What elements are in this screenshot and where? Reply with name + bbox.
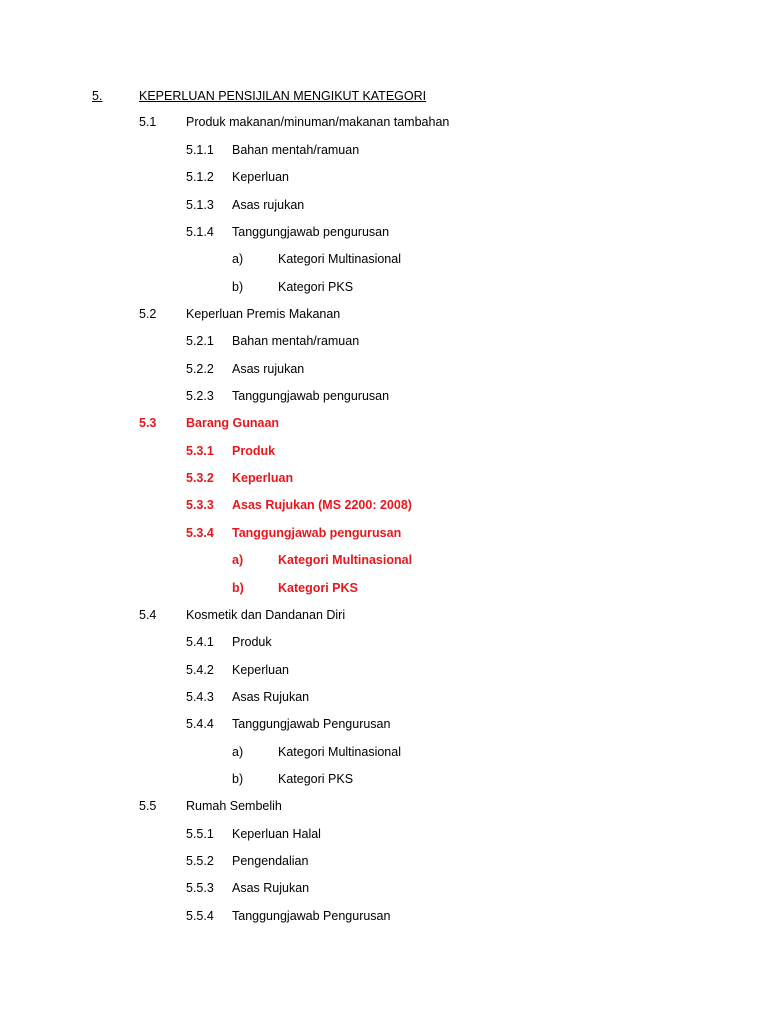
- outline-item-text: Asas rujukan: [232, 362, 305, 376]
- outline-item-text: Keperluan: [232, 170, 289, 184]
- outline-item-number: 5.4.3: [186, 690, 214, 704]
- outline-item-number: 5.1: [139, 115, 157, 129]
- outline-item-number: 5.1.4: [186, 225, 214, 239]
- outline-item-number: 5.5: [139, 799, 157, 813]
- outline-item-text: Tanggungjawab Pengurusan: [232, 717, 391, 731]
- outline-item-text: Kosmetik dan Dandanan Diri: [186, 608, 346, 622]
- outline-item-number: 5.2.3: [186, 389, 214, 403]
- outline-item-number: 5.2: [139, 307, 157, 321]
- outline-item-text: Produk: [232, 444, 276, 458]
- outline-item-text: Produk: [232, 635, 272, 649]
- outline-item-number: 5.2.1: [186, 334, 214, 348]
- outline-item-number: 5.5.2: [186, 854, 214, 868]
- outline-item-text: Asas Rujukan (MS 2200: 2008): [232, 498, 412, 512]
- outline-item-text: Kategori Multinasional: [278, 745, 401, 759]
- outline-item-text: Tanggungjawab pengurusan: [232, 389, 390, 403]
- outline-item-number: 5.5.4: [186, 909, 214, 923]
- outline-item-text: Pengendalian: [232, 854, 309, 868]
- outline-item-text: Keperluan Halal: [232, 827, 321, 841]
- outline-item-text: Tanggungjawab pengurusan: [232, 526, 402, 540]
- outline-item-text: Tanggungjawab pengurusan: [232, 225, 390, 239]
- outline-item-number: 5.4.4: [186, 717, 214, 731]
- outline-item-number: 5.3.2: [186, 471, 214, 485]
- outline-item-number: 5.4: [139, 608, 157, 622]
- outline-item-number: b): [232, 581, 244, 595]
- outline-item-number: b): [232, 280, 244, 294]
- outline-item-text: Bahan mentah/ramuan: [232, 143, 360, 157]
- outline-item-number: 5.5.3: [186, 881, 214, 895]
- outline-item-number: a): [232, 553, 244, 567]
- section-heading-title: KEPERLUAN PENSIJILAN MENGIKUT KATEGORI: [139, 89, 427, 103]
- outline-item-text: Rumah Sembelih: [186, 799, 282, 813]
- outline-item-number: 5.4.1: [186, 635, 214, 649]
- outline-item-text: Kategori PKS: [278, 280, 354, 294]
- outline-item-number: 5.3.1: [186, 444, 214, 458]
- outline-item-text: Asas rujukan: [232, 198, 305, 212]
- outline-item-number: a): [232, 745, 244, 759]
- outline-item-text: Kategori Multinasional: [278, 553, 413, 567]
- outline-item-text: Asas Rujukan: [232, 690, 310, 704]
- outline-item-text: Produk makanan/minuman/makanan tambahan: [186, 115, 450, 129]
- outline-item-number: b): [232, 772, 244, 786]
- outline-item-number: 5.1.3: [186, 198, 214, 212]
- outline-item-number: 5.3.3: [186, 498, 214, 512]
- outline-item-text: Keperluan: [232, 471, 294, 485]
- outline-item-text: Keperluan: [232, 663, 289, 677]
- outline-item-text: Kategori Multinasional: [278, 252, 401, 266]
- section-heading-number: 5.: [92, 89, 103, 103]
- outline-item-number: 5.4.2: [186, 663, 214, 677]
- outline-item-number: 5.2.2: [186, 362, 214, 376]
- outline-item-number: a): [232, 252, 244, 266]
- outline-item-text: Barang Gunaan: [186, 416, 280, 430]
- outline-item-number: 5.1.1: [186, 143, 214, 157]
- outline-item-number: 5.3.4: [186, 526, 214, 540]
- outline-item-text: Tanggungjawab Pengurusan: [232, 909, 391, 923]
- outline-item-text: Kategori PKS: [278, 772, 354, 786]
- outline-item-text: Bahan mentah/ramuan: [232, 334, 360, 348]
- outline-item-number: 5.3: [139, 416, 157, 430]
- outline-item-number: 5.1.2: [186, 170, 214, 184]
- outline-item-number: 5.5.1: [186, 827, 214, 841]
- outline-item-text: Keperluan Premis Makanan: [186, 307, 341, 321]
- outline-item-text: Asas Rujukan: [232, 881, 310, 895]
- outline-item-text: Kategori PKS: [278, 581, 358, 595]
